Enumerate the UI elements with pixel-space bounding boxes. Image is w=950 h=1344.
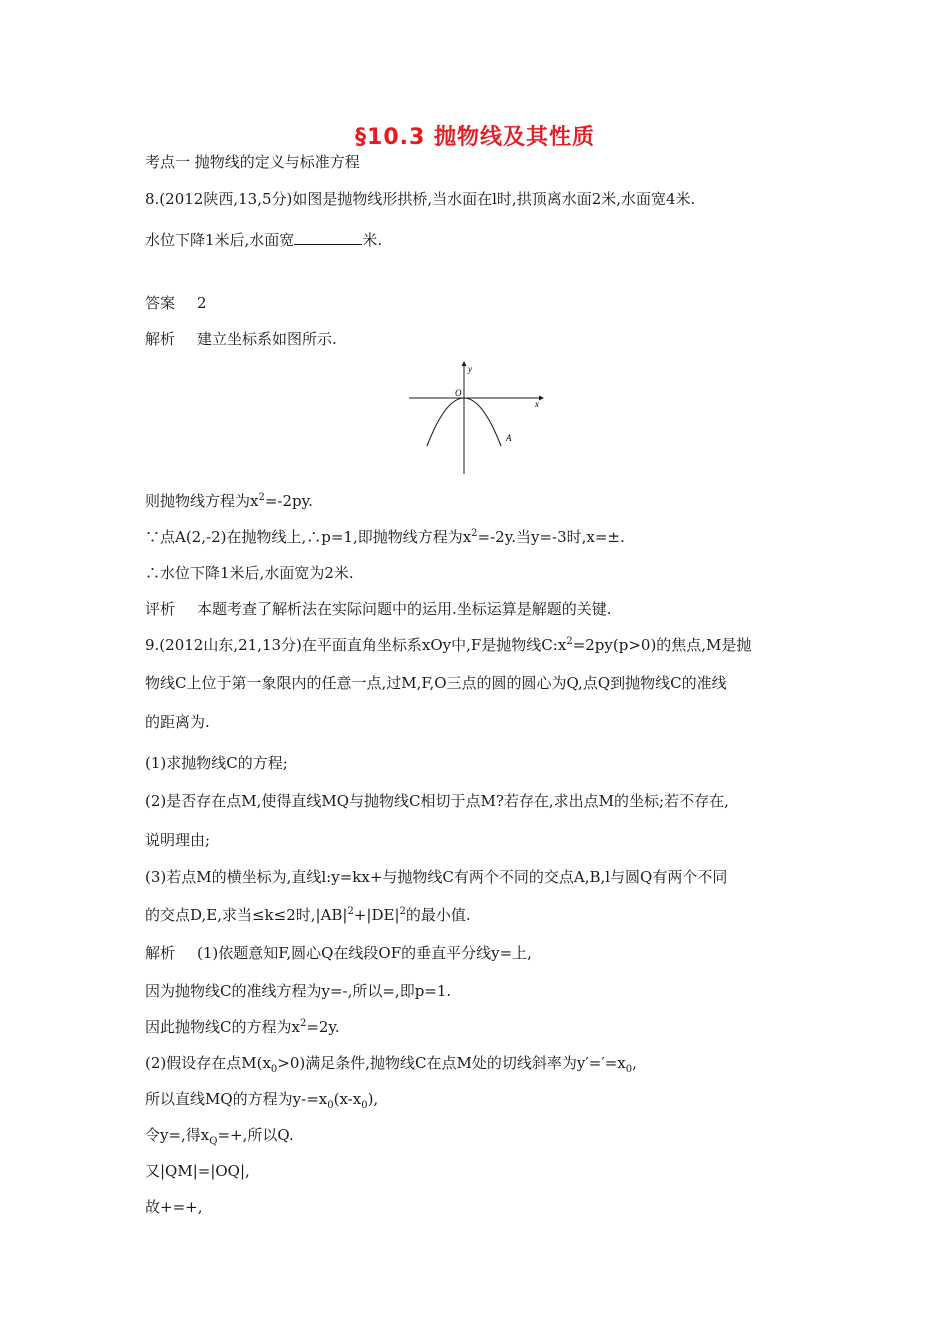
page-title: §10.3 抛物线及其性质 — [355, 125, 595, 150]
q8-solution-1: 则抛物线方程为$x^2=-2py$. — [145, 492, 313, 510]
q9-line-2: 物线C上位于第一象限内的任意一点,过M,F,O三点的圆的圆心为Q,点Q到抛物线C的准线 — [145, 674, 727, 692]
y-axis-arrow — [462, 361, 467, 366]
parabola-figure — [405, 360, 545, 478]
q9-analysis-7: 又|QM|=|OQ|, — [145, 1162, 250, 1180]
q9-analysis-8: 故+=+, — [145, 1198, 203, 1216]
q9-analysis-6: 令y=,得$x_Q=+$,所以Q. — [145, 1126, 294, 1147]
q9-analysis-1: 解析 (1)依题意知F,圆心Q在线段OF的垂直平分线y=上, — [145, 944, 532, 962]
x-axis-arrow — [539, 396, 544, 401]
q9-analysis-5: 所以直线MQ的方程为$y-=x_0(x-x_0)$, — [145, 1090, 379, 1111]
q9-part-3: (3)若点M的横坐标为,直线l:y=kx+与抛物线C有两个不同的交点A,B,l与圆Q有两个不同 — [145, 868, 728, 886]
q9-part-2-cont: 说明理由; — [145, 831, 211, 849]
point-a-label: A — [506, 433, 512, 443]
x-label: x — [535, 399, 539, 409]
answer-blank — [294, 230, 362, 245]
q8-line-1: 8.(2012陕西,13,5分)如图是抛物线形拱桥,当水面在l时,拱顶离水面2米,水面宽4米. — [145, 190, 696, 208]
q9-analysis-3: 因此抛物线C的方程为$x^2=2y$. — [145, 1018, 340, 1036]
q8-line-2: 水位下降1米后,水面宽 米. — [145, 231, 383, 249]
q9-analysis-2: 因为抛物线C的准线方程为y=-,所以=,即p=1. — [145, 982, 452, 1000]
q9-part-1: (1)求抛物线C的方程; — [145, 754, 288, 772]
q9-analysis-4: (2)假设存在点$M(x_0>0)$满足条件,抛物线C在点M处的切线斜率为$y'='=x_0$, — [145, 1054, 637, 1075]
q9-line-3: 的距离为. — [145, 713, 210, 731]
q9-part-2: (2)是否存在点M,使得直线MQ与抛物线C相切于点M?若存在,求出点M的坐标;若不存在, — [145, 792, 729, 810]
q9-line-1: 9.(2012山东,21,13分)在平面直角坐标系xOy中,F是抛物线$C:x^2=2py(p>0)$的焦点,M是抛 — [145, 636, 752, 654]
q9-part-3-cont: 的交点D,E,求当≤k≤2时$,|AB|^2+|DE|^2$的最小值. — [145, 906, 471, 924]
q8-solution-3: ∴水位下降1米后,水面宽为2米. — [145, 564, 354, 582]
q8-comment: 评析 本题考查了解析法在实际问题中的运用.坐标运算是解题的关键. — [145, 600, 612, 618]
section-heading: 考点一 抛物线的定义与标准方程 — [145, 153, 360, 171]
q8-solution-2: ∵点A(2,-2)在抛物线上,∴p=1,即抛物线方程为$x^2=-2y$.当y=-3时,x=±. — [145, 528, 625, 546]
y-label: y — [468, 364, 472, 374]
q8-answer: 答案 2 — [145, 294, 207, 312]
origin-label: O — [455, 388, 462, 398]
q8-analysis: 解析 建立坐标系如图所示. — [145, 330, 337, 348]
